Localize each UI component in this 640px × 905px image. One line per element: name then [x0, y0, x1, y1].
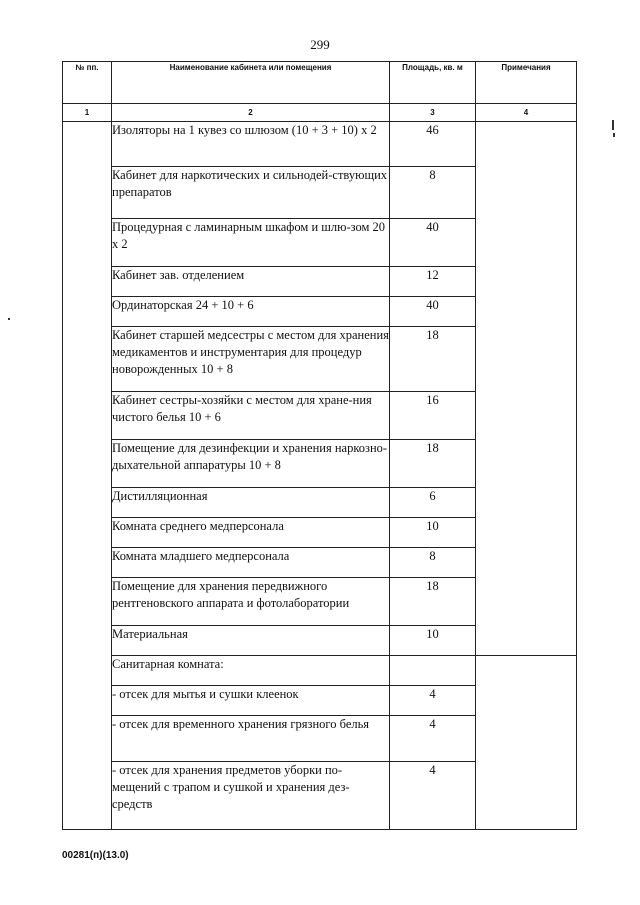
column-index: 4	[476, 104, 577, 122]
room-name: Помещение для хранения передвижного рентгеновского аппарата и фотолаборатории	[112, 578, 390, 626]
room-area: 8	[390, 167, 476, 219]
sanitary-room-title: Санитарная комната:	[112, 656, 390, 686]
room-name: Материальная	[112, 626, 390, 656]
sanitary-item-area: 4	[390, 686, 476, 716]
room-area: 18	[390, 440, 476, 488]
header-num: № пп.	[63, 62, 112, 104]
column-index: 1	[63, 104, 112, 122]
row-number-cell	[63, 122, 112, 830]
room-area: 16	[390, 392, 476, 440]
sanitary-item-name: - отсек для хранения предметов уборки по-мещений с трапом и сушкой и хранения дез-средств	[112, 762, 390, 830]
room-area: 40	[390, 219, 476, 267]
column-index-row	[63, 104, 577, 122]
table-row	[63, 122, 577, 167]
sanitary-item-name: - отсек для временного хранения грязного белья	[112, 716, 390, 762]
room-name: Кабинет зав. отделением	[112, 267, 390, 297]
table-header-row	[63, 62, 577, 104]
header-area: Площадь, кв. м	[390, 62, 476, 104]
sanitary-item-name: - отсек для мытья и сушки клеенок	[112, 686, 390, 716]
room-area: 10	[390, 626, 476, 656]
column-index: 2	[112, 104, 390, 122]
sanitary-item-area: 4	[390, 716, 476, 762]
room-name: Комната младшего медперсонала	[112, 548, 390, 578]
room-name: Комната среднего медперсонала	[112, 518, 390, 548]
room-area: 18	[390, 578, 476, 626]
room-area: 8	[390, 548, 476, 578]
header-notes: Примечания	[476, 62, 577, 104]
room-name: Кабинет старшей медсестры с местом для хранения медикаментов и инструментария для процедур новорожденных 10 + 8	[112, 327, 390, 392]
document-code: 00281(п)(13.0)	[62, 850, 129, 861]
scan-mark	[8, 318, 10, 320]
room-area: 46	[390, 122, 476, 167]
column-index: 3	[390, 104, 476, 122]
notes-cell	[476, 656, 577, 830]
scan-mark	[613, 133, 615, 137]
room-name: Ординаторская 24 + 10 + 6	[112, 297, 390, 327]
table-row	[63, 656, 577, 686]
room-name: Изоляторы на 1 кувез со шлюзом (10 + 3 + 10) х 2	[112, 122, 390, 167]
room-area: 40	[390, 297, 476, 327]
room-area-empty	[390, 656, 476, 686]
rooms-table	[62, 61, 577, 830]
room-area: 12	[390, 267, 476, 297]
sanitary-item-area: 4	[390, 762, 476, 830]
header-name: Наименование кабинета или помещения	[112, 62, 390, 104]
room-area: 18	[390, 327, 476, 392]
room-area: 6	[390, 488, 476, 518]
page-number: 299	[310, 37, 330, 52]
room-name: Кабинет для наркотических и сильнодей-ствующих препаратов	[112, 167, 390, 219]
room-name: Помещение для дезинфекции и хранения наркозно-дыхательной аппаратуры 10 + 8	[112, 440, 390, 488]
room-name: Процедурная с ламинарным шкафом и шлю-зом 20 х 2	[112, 219, 390, 267]
room-area: 10	[390, 518, 476, 548]
room-name: Кабинет сестры-хозяйки с местом для хране-ния чистого белья 10 + 6	[112, 392, 390, 440]
room-name: Дистилляционная	[112, 488, 390, 518]
scan-mark	[612, 120, 614, 130]
notes-cell	[476, 122, 577, 656]
